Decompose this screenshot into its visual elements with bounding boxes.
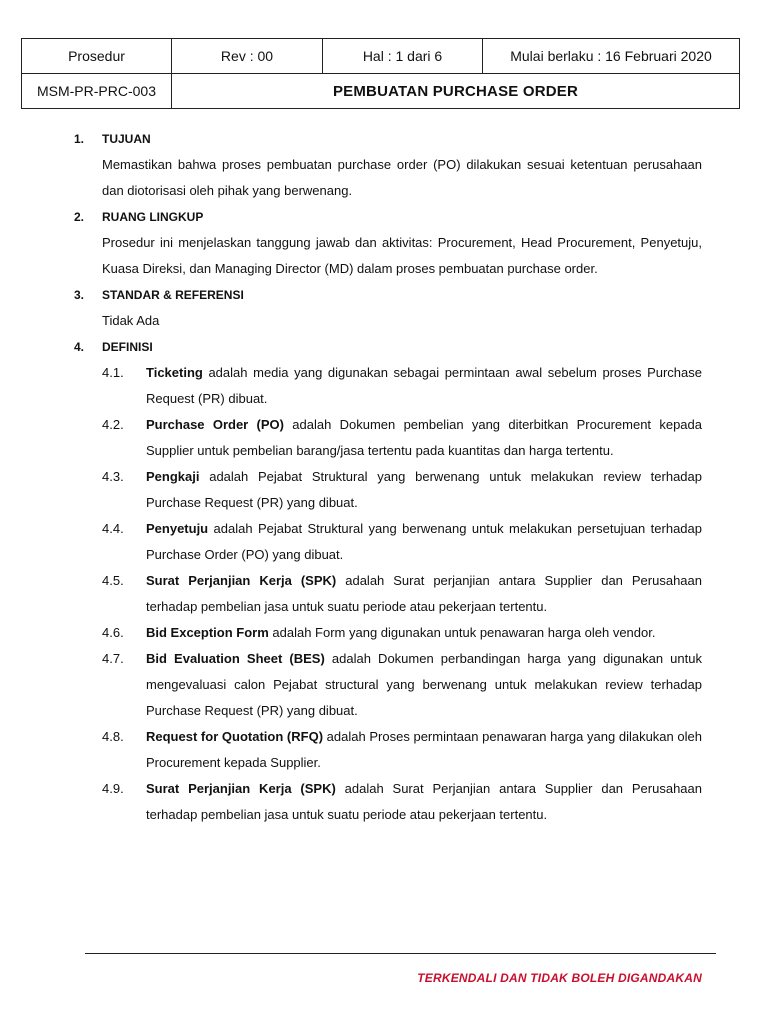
definition-number: 4.9. (102, 781, 124, 796)
definition-number: 4.2. (102, 417, 124, 432)
definition-text: adalah Pejabat Struktural yang berwenang untuk melakukan persetujuan terhadap Purchase Order (PO) yang dibuat. (146, 521, 702, 562)
definition-item (102, 646, 702, 724)
definition-text: adalah Surat Perjanjian antara Supplier dan Perusahaan terhadap pembelian jasa untuk suatu periode atau pekerjaan tertentu. (146, 781, 702, 822)
section-heading (0, 204, 768, 230)
section-number: 1. (74, 132, 85, 146)
definition-number: 4.7. (102, 651, 124, 666)
definition-text: adalah Proses permintaan penawaran harga yang dilakukan oleh Procurement kepada Supplier. (146, 729, 702, 770)
definition-item (102, 360, 702, 412)
section-body: Tidak Ada (102, 313, 160, 328)
definition-item (102, 568, 702, 620)
definition-term: Surat Perjanjian Kerja (SPK) (146, 781, 336, 796)
document-body (0, 126, 768, 828)
definition-term: Request for Quotation (RFQ) (146, 729, 324, 744)
definition-item (102, 724, 702, 776)
section-title: TUJUAN (102, 132, 151, 146)
definition-number: 4.1. (102, 365, 124, 380)
definition-item (102, 412, 702, 464)
definition-term: Pengkaji (146, 469, 200, 484)
definition-number: 4.4. (102, 521, 124, 536)
document-code: MSM-PR-PRC-003 (22, 74, 172, 109)
definition-item (102, 516, 702, 568)
definition-text: adalah Dokumen pembelian yang diterbitkan Procurement kepada Supplier untuk pembelian barang/jasa tertentu pada kuantitas dan harga tertentu. (146, 417, 702, 458)
section-number: 3. (74, 288, 85, 302)
section-heading (0, 334, 768, 360)
definition-term: Bid Evaluation Sheet (BES) (146, 651, 325, 666)
section-title: DEFINISI (102, 340, 153, 354)
definition-term: Ticketing (146, 365, 203, 380)
footer-notice: TERKENDALI DAN TIDAK BOLEH DIGANDAKAN (417, 971, 702, 985)
section-body: Prosedur ini menjelaskan tanggung jawab dan aktivitas: Procurement, Head Procurement, Penyetuju, Kuasa Direksi, dan Managing Director (MD) dalam proses pembuatan purchase order. (102, 235, 702, 276)
section-heading (0, 282, 768, 308)
definition-number: 4.3. (102, 469, 124, 484)
definition-term: Purchase Order (PO) (146, 417, 284, 432)
definition-list (0, 360, 768, 828)
definition-text: adalah Pejabat Struktural yang berwenang untuk melakukan review terhadap Purchase Request (PR) yang dibuat. (146, 469, 702, 510)
section-title: RUANG LINGKUP (102, 210, 204, 224)
section-title: STANDAR & REFERENSI (102, 288, 244, 302)
effective-date-label: Mulai berlaku : 16 Februari 2020 (483, 39, 740, 74)
definition-number: 4.6. (102, 625, 124, 640)
section-body: Memastikan bahwa proses pembuatan purchase order (PO) dilakukan sesuai ketentuan perusahaan dan diotorisasi oleh pihak yang berwenang. (102, 157, 702, 198)
definition-item (102, 776, 702, 828)
section-number: 4. (74, 340, 85, 354)
definition-text: adalah Dokumen perbandingan harga yang digunakan untuk mengevaluasi calon Pejabat structural yang berwenang untuk melakukan review terhadap Purchase Request (PR) yang dibuat. (146, 651, 702, 718)
section-heading (0, 126, 768, 152)
revision-label: Rev : 00 (172, 39, 323, 74)
definition-text: adalah Form yang digunakan untuk penawaran harga oleh vendor. (268, 625, 656, 640)
definition-item (102, 464, 702, 516)
section-number: 2. (74, 210, 85, 224)
definition-number: 4.5. (102, 573, 124, 588)
definition-term: Surat Perjanjian Kerja (SPK) (146, 573, 337, 588)
page-count-label: Hal : 1 dari 6 (323, 39, 483, 74)
procedure-label: Prosedur (22, 39, 172, 74)
definition-item (102, 620, 702, 646)
definition-number: 4.8. (102, 729, 124, 744)
footer-divider (85, 953, 716, 954)
definition-text: adalah media yang digunakan sebagai permintaan awal sebelum proses Purchase Request (PR) dibuat. (146, 365, 702, 406)
definition-term: Penyetuju (146, 521, 209, 536)
definition-text: adalah Surat perjanjian antara Supplier dan Perusahaan terhadap pembelian jasa untuk suatu periode atau pekerjaan tertentu. (146, 573, 702, 614)
definition-term: Bid Exception Form (146, 625, 269, 640)
document-header-table (21, 38, 740, 109)
document-title: PEMBUATAN PURCHASE ORDER (172, 74, 740, 109)
